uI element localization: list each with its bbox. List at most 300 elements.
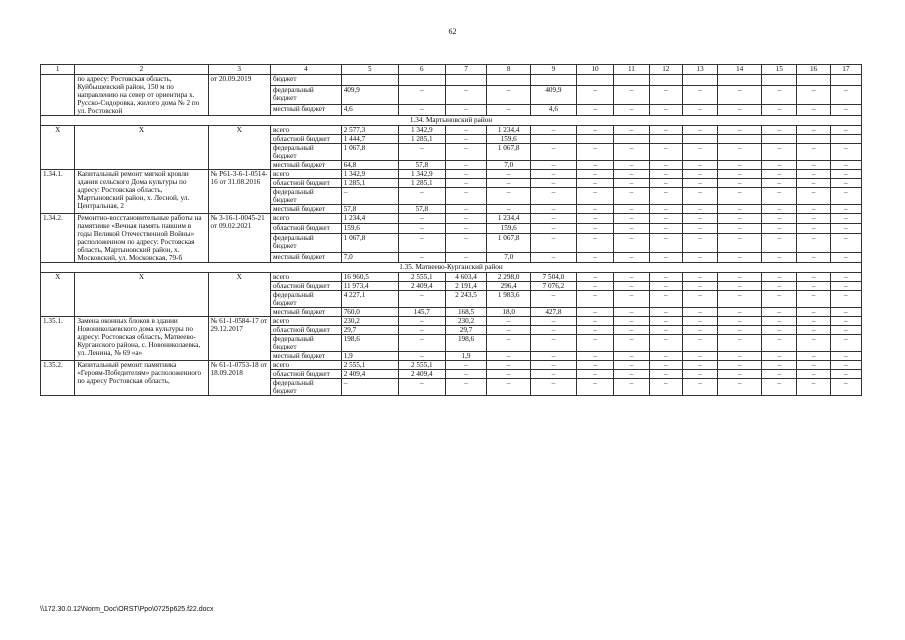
- value-cell: –: [718, 335, 762, 352]
- value-cell: –: [682, 282, 717, 291]
- value-cell: –: [762, 224, 797, 234]
- value-cell: [830, 135, 861, 144]
- value-cell: –: [576, 188, 613, 205]
- value-cell: –: [398, 352, 445, 361]
- value-cell: 4,6: [341, 105, 398, 116]
- value-cell: –: [649, 170, 682, 179]
- value-cell: –: [531, 317, 577, 326]
- value-cell: –: [445, 370, 487, 379]
- value-cell: –: [797, 317, 830, 326]
- column-header: 14: [718, 65, 762, 75]
- value-cell: –: [614, 291, 649, 308]
- value-cell: –: [830, 308, 861, 317]
- value-cell: –: [830, 188, 861, 205]
- value-cell: –: [830, 379, 861, 396]
- column-header: 9: [531, 65, 577, 75]
- value-cell: –: [487, 105, 531, 116]
- value-cell: –: [797, 214, 830, 224]
- value-cell: [445, 75, 487, 86]
- value-cell: –: [830, 317, 861, 326]
- value-cell: –: [797, 126, 830, 135]
- value-cell: –: [762, 335, 797, 352]
- value-cell: –: [762, 161, 797, 170]
- value-cell: –: [797, 170, 830, 179]
- value-cell: –: [682, 188, 717, 205]
- value-cell: –: [445, 234, 487, 253]
- value-cell: [576, 135, 613, 144]
- value-cell: 4,6: [531, 105, 577, 116]
- value-cell: 1 444,7: [341, 135, 398, 144]
- column-header: 3: [208, 65, 270, 75]
- section-title: 1.34. Мартыновский район: [41, 116, 862, 126]
- value-cell: –: [762, 188, 797, 205]
- value-cell: –: [614, 352, 649, 361]
- value-cell: –: [531, 370, 577, 379]
- table-row: [41, 75, 862, 86]
- value-cell: –: [649, 205, 682, 214]
- item-name-cell: Х: [75, 273, 208, 317]
- value-cell: –: [718, 126, 762, 135]
- value-cell: –: [830, 252, 861, 262]
- value-cell: –: [762, 352, 797, 361]
- value-cell: –: [531, 224, 577, 234]
- section-header-row: [41, 263, 862, 273]
- value-cell: 159,6: [341, 224, 398, 234]
- value-cell: –: [718, 352, 762, 361]
- value-cell: –: [649, 273, 682, 282]
- funding-source-cell: бюджет: [270, 75, 341, 86]
- column-header: 4: [270, 65, 341, 75]
- value-cell: [649, 135, 682, 144]
- value-cell: 2 409,4: [398, 282, 445, 291]
- value-cell: [682, 135, 717, 144]
- value-cell: –: [682, 126, 717, 135]
- value-cell: –: [614, 370, 649, 379]
- item-number-cell: 1.35.1.: [41, 317, 75, 361]
- value-cell: –: [649, 188, 682, 205]
- value-cell: –: [797, 188, 830, 205]
- item-number-cell: Х: [41, 273, 75, 317]
- value-cell: –: [445, 135, 487, 144]
- value-cell: –: [762, 370, 797, 379]
- value-cell: –: [445, 161, 487, 170]
- table-row: [41, 361, 862, 370]
- value-cell: –: [762, 170, 797, 179]
- item-name-cell: Капитальный ремонт памятника «Героям-Победителям» расположенного по адресу Ростовская область,: [75, 361, 208, 396]
- column-header: 2: [75, 65, 208, 75]
- value-cell: –: [797, 326, 830, 335]
- value-cell: 2 243,5: [445, 291, 487, 308]
- value-cell: –: [445, 170, 487, 179]
- column-header: 8: [487, 65, 531, 75]
- value-cell: –: [576, 85, 613, 105]
- value-cell: –: [682, 361, 717, 370]
- value-cell: –: [398, 317, 445, 326]
- funding-source-cell: местный бюджет: [270, 205, 341, 214]
- value-cell: –: [762, 179, 797, 188]
- value-cell: 760,0: [341, 308, 398, 317]
- value-cell: –: [762, 126, 797, 135]
- value-cell: –: [398, 144, 445, 161]
- value-cell: –: [797, 379, 830, 396]
- budget-table: [40, 64, 862, 396]
- value-cell: 1 285,1: [398, 179, 445, 188]
- item-document-cell: № Р61-3-6-1-0514-16 от 31.08.2016: [208, 170, 270, 214]
- value-cell: –: [531, 161, 577, 170]
- column-header: 17: [830, 65, 861, 75]
- value-cell: –: [762, 291, 797, 308]
- value-cell: –: [445, 126, 487, 135]
- value-cell: –: [718, 317, 762, 326]
- value-cell: –: [576, 179, 613, 188]
- value-cell: –: [649, 308, 682, 317]
- value-cell: –: [718, 379, 762, 396]
- funding-source-cell: всего: [270, 170, 341, 179]
- value-cell: [487, 75, 531, 86]
- value-cell: –: [487, 170, 531, 179]
- value-cell: –: [445, 214, 487, 224]
- section-title: 1.35. Матвеево-Курганский район: [41, 263, 862, 273]
- value-cell: –: [797, 144, 830, 161]
- value-cell: –: [445, 179, 487, 188]
- value-cell: [797, 75, 830, 86]
- value-cell: –: [576, 273, 613, 282]
- value-cell: –: [649, 224, 682, 234]
- value-cell: –: [797, 205, 830, 214]
- value-cell: 168,5: [445, 308, 487, 317]
- value-cell: –: [649, 126, 682, 135]
- value-cell: [682, 75, 717, 86]
- value-cell: –: [649, 234, 682, 253]
- value-cell: –: [576, 234, 613, 253]
- value-cell: –: [614, 85, 649, 105]
- item-document-cell: Х: [208, 126, 270, 170]
- footer-file-path: \\172.30.0.12\Norm_Doc\ORST\Ppo\0725p625.f22.docx: [40, 606, 214, 613]
- value-cell: –: [576, 252, 613, 262]
- value-cell: –: [718, 252, 762, 262]
- value-cell: 2 409,4: [398, 370, 445, 379]
- value-cell: –: [398, 379, 445, 396]
- value-cell: 2 409,4: [341, 370, 398, 379]
- value-cell: 2 191,4: [445, 282, 487, 291]
- column-header: 11: [614, 65, 649, 75]
- funding-source-cell: местный бюджет: [270, 352, 341, 361]
- value-cell: –: [830, 205, 861, 214]
- value-cell: –: [614, 326, 649, 335]
- value-cell: –: [682, 161, 717, 170]
- column-header: 7: [445, 65, 487, 75]
- value-cell: –: [718, 370, 762, 379]
- funding-source-cell: местный бюджет: [270, 105, 341, 116]
- value-cell: –: [830, 326, 861, 335]
- value-cell: –: [762, 105, 797, 116]
- value-cell: –: [576, 308, 613, 317]
- value-cell: –: [649, 379, 682, 396]
- value-cell: [398, 75, 445, 86]
- value-cell: –: [682, 352, 717, 361]
- value-cell: –: [531, 234, 577, 253]
- value-cell: –: [649, 282, 682, 291]
- funding-source-cell: федеральный бюджет: [270, 379, 341, 396]
- value-cell: –: [445, 224, 487, 234]
- item-number-cell: 1.34.2.: [41, 214, 75, 263]
- value-cell: –: [682, 326, 717, 335]
- value-cell: –: [614, 379, 649, 396]
- value-cell: [531, 75, 577, 86]
- value-cell: –: [718, 144, 762, 161]
- item-number-cell: 1.35.2.: [41, 361, 75, 396]
- value-cell: –: [531, 188, 577, 205]
- value-cell: –: [576, 370, 613, 379]
- value-cell: –: [830, 273, 861, 282]
- value-cell: –: [614, 179, 649, 188]
- item-document-cell: от 20.09.2019: [208, 75, 270, 116]
- table-row: [41, 214, 862, 224]
- item-document-cell: № 61-1-0753-18 от 18.09.2018: [208, 361, 270, 396]
- value-cell: 1 234,4: [487, 214, 531, 224]
- funding-source-cell: областной бюджет: [270, 326, 341, 335]
- item-document-cell: № 3-16-1-0045-21 от 09.02.2021: [208, 214, 270, 263]
- item-name-cell: Ремонтно-восстановительные работы на памятнике «Вечная память павшим в годы Великой Отечественной Войны» расположенном по адресу: Ростовская область, Мартыновский район, х. Московский, ул. Московская, 79-б: [75, 214, 208, 263]
- value-cell: –: [718, 85, 762, 105]
- value-cell: –: [614, 144, 649, 161]
- value-cell: –: [531, 126, 577, 135]
- value-cell: –: [830, 214, 861, 224]
- value-cell: [531, 135, 577, 144]
- value-cell: –: [797, 179, 830, 188]
- value-cell: –: [682, 370, 717, 379]
- value-cell: 1 342,9: [398, 126, 445, 135]
- value-cell: –: [797, 85, 830, 105]
- value-cell: 159,6: [487, 135, 531, 144]
- value-cell: –: [487, 335, 531, 352]
- value-cell: –: [682, 214, 717, 224]
- value-cell: –: [531, 326, 577, 335]
- funding-source-cell: всего: [270, 214, 341, 224]
- value-cell: –: [830, 224, 861, 234]
- value-cell: –: [718, 273, 762, 282]
- value-cell: –: [341, 379, 398, 396]
- value-cell: –: [576, 105, 613, 116]
- value-cell: –: [718, 170, 762, 179]
- value-cell: –: [649, 291, 682, 308]
- value-cell: –: [487, 379, 531, 396]
- value-cell: –: [614, 335, 649, 352]
- value-cell: –: [649, 326, 682, 335]
- value-cell: –: [576, 161, 613, 170]
- value-cell: –: [649, 161, 682, 170]
- value-cell: –: [797, 370, 830, 379]
- value-cell: –: [614, 308, 649, 317]
- value-cell: –: [718, 188, 762, 205]
- value-cell: –: [576, 144, 613, 161]
- value-cell: –: [614, 317, 649, 326]
- value-cell: –: [762, 214, 797, 224]
- value-cell: –: [398, 252, 445, 262]
- page-number: 62: [448, 27, 457, 36]
- value-cell: 1 067,8: [487, 234, 531, 253]
- value-cell: 198,6: [341, 335, 398, 352]
- value-cell: –: [341, 188, 398, 205]
- value-cell: [576, 75, 613, 86]
- value-cell: –: [797, 282, 830, 291]
- value-cell: –: [797, 161, 830, 170]
- value-cell: –: [797, 224, 830, 234]
- value-cell: –: [445, 379, 487, 396]
- value-cell: 4 603,4: [445, 273, 487, 282]
- value-cell: –: [398, 335, 445, 352]
- header-row: [41, 65, 862, 75]
- item-document-cell: № 61-1-0584-17 от 29.12.2017: [208, 317, 270, 361]
- value-cell: [614, 75, 649, 86]
- value-cell: –: [398, 188, 445, 205]
- value-cell: –: [718, 326, 762, 335]
- value-cell: –: [531, 361, 577, 370]
- value-cell: –: [614, 361, 649, 370]
- value-cell: –: [830, 105, 861, 116]
- value-cell: 64,8: [341, 161, 398, 170]
- value-cell: –: [830, 179, 861, 188]
- value-cell: –: [649, 105, 682, 116]
- value-cell: 145,7: [398, 308, 445, 317]
- value-cell: 159,6: [487, 224, 531, 234]
- value-cell: 2 555,1: [398, 273, 445, 282]
- funding-source-cell: федеральный бюджет: [270, 234, 341, 253]
- value-cell: –: [830, 282, 861, 291]
- value-cell: –: [649, 144, 682, 161]
- value-cell: –: [797, 234, 830, 253]
- value-cell: [762, 135, 797, 144]
- value-cell: –: [531, 179, 577, 188]
- value-cell: 2 555,1: [341, 361, 398, 370]
- value-cell: –: [576, 214, 613, 224]
- value-cell: –: [649, 352, 682, 361]
- value-cell: –: [531, 252, 577, 262]
- value-cell: –: [682, 252, 717, 262]
- table-row: [41, 170, 862, 179]
- value-cell: –: [445, 85, 487, 105]
- value-cell: –: [576, 352, 613, 361]
- value-cell: –: [762, 361, 797, 370]
- value-cell: –: [487, 361, 531, 370]
- item-number-cell: [41, 75, 75, 116]
- funding-source-cell: федеральный бюджет: [270, 335, 341, 352]
- value-cell: –: [614, 205, 649, 214]
- value-cell: –: [682, 234, 717, 253]
- value-cell: 409,9: [341, 85, 398, 105]
- value-cell: –: [487, 85, 531, 105]
- funding-source-cell: местный бюджет: [270, 308, 341, 317]
- value-cell: 16 960,5: [341, 273, 398, 282]
- value-cell: [830, 75, 861, 86]
- value-cell: 1 234,4: [487, 126, 531, 135]
- value-cell: –: [830, 126, 861, 135]
- value-cell: –: [762, 273, 797, 282]
- funding-source-cell: областной бюджет: [270, 224, 341, 234]
- table-row: [41, 273, 862, 282]
- value-cell: –: [718, 291, 762, 308]
- value-cell: –: [576, 335, 613, 352]
- item-name-cell: Капитальный ремонт мягкой кровли здания сельского Дома культуры по адресу: Ростовская область, Мартыновский район, х. Лесной, ул. Центральная, 2: [75, 170, 208, 214]
- value-cell: –: [614, 126, 649, 135]
- item-name-cell: Замена оконных блоков в здании Новониколаевского дома культуры по адресу: Ростовская область, Матвеево-Курганского района, с. Новониколаевка, ул. Ленина, № 69 «а»: [75, 317, 208, 361]
- value-cell: –: [531, 214, 577, 224]
- value-cell: –: [487, 370, 531, 379]
- value-cell: –: [649, 335, 682, 352]
- value-cell: –: [531, 379, 577, 396]
- column-header: 16: [797, 65, 830, 75]
- value-cell: –: [718, 179, 762, 188]
- value-cell: –: [718, 105, 762, 116]
- value-cell: 427,8: [531, 308, 577, 317]
- value-cell: –: [614, 224, 649, 234]
- value-cell: –: [762, 205, 797, 214]
- value-cell: –: [797, 308, 830, 317]
- value-cell: –: [445, 252, 487, 262]
- value-cell: 1 067,8: [487, 144, 531, 161]
- column-header: 13: [682, 65, 717, 75]
- value-cell: –: [487, 326, 531, 335]
- value-cell: 7,0: [487, 252, 531, 262]
- value-cell: 57,8: [398, 205, 445, 214]
- value-cell: –: [797, 361, 830, 370]
- value-cell: –: [614, 161, 649, 170]
- value-cell: –: [762, 85, 797, 105]
- funding-source-cell: всего: [270, 126, 341, 135]
- value-cell: –: [762, 252, 797, 262]
- value-cell: –: [682, 317, 717, 326]
- value-cell: –: [718, 282, 762, 291]
- value-cell: –: [718, 205, 762, 214]
- value-cell: –: [614, 234, 649, 253]
- value-cell: –: [649, 85, 682, 105]
- table-row: [41, 126, 862, 135]
- item-document-cell: Х: [208, 273, 270, 317]
- value-cell: –: [576, 170, 613, 179]
- value-cell: –: [576, 282, 613, 291]
- value-cell: [797, 135, 830, 144]
- funding-source-cell: федеральный бюджет: [270, 144, 341, 161]
- value-cell: –: [398, 291, 445, 308]
- value-cell: 409,9: [531, 85, 577, 105]
- value-cell: 7,0: [341, 252, 398, 262]
- funding-source-cell: областной бюджет: [270, 135, 341, 144]
- value-cell: –: [718, 234, 762, 253]
- value-cell: 296,4: [487, 282, 531, 291]
- value-cell: 4 227,1: [341, 291, 398, 308]
- value-cell: –: [649, 317, 682, 326]
- value-cell: –: [830, 335, 861, 352]
- value-cell: –: [830, 361, 861, 370]
- value-cell: –: [682, 379, 717, 396]
- value-cell: –: [718, 361, 762, 370]
- value-cell: –: [682, 85, 717, 105]
- value-cell: –: [682, 179, 717, 188]
- value-cell: –: [487, 317, 531, 326]
- value-cell: 1 285,1: [398, 135, 445, 144]
- value-cell: –: [682, 308, 717, 317]
- value-cell: –: [718, 161, 762, 170]
- value-cell: –: [576, 317, 613, 326]
- value-cell: 230,2: [341, 317, 398, 326]
- value-cell: [649, 75, 682, 86]
- value-cell: –: [682, 170, 717, 179]
- value-cell: –: [445, 205, 487, 214]
- value-cell: –: [830, 85, 861, 105]
- value-cell: –: [797, 273, 830, 282]
- value-cell: 1,9: [445, 352, 487, 361]
- value-cell: [614, 135, 649, 144]
